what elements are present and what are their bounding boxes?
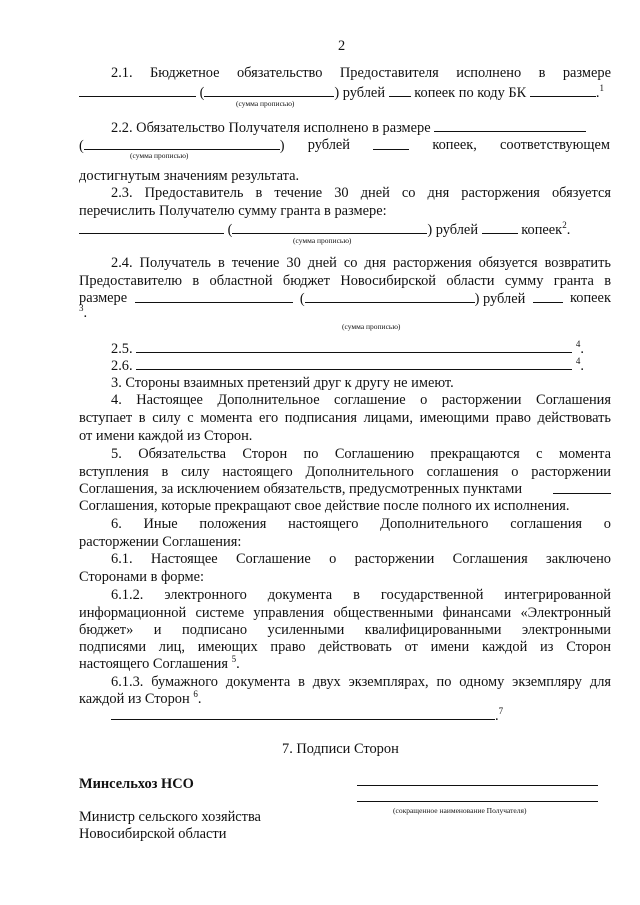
clause-2-4-line-3: размере ( ) рублей копеек — [79, 290, 611, 307]
sum-caption: (сумма прописью) — [236, 99, 295, 108]
clause-2-6: 2.6. $^4$. — [111, 356, 584, 374]
clause-2-2-line-3: достигнутым значениям результата. — [79, 168, 300, 184]
clause-6-line-2: расторжении Соглашения: — [79, 534, 242, 550]
left-signer-title-line-2: Новосибирской области — [79, 826, 227, 842]
footnote-ref: 7 — [498, 706, 504, 717]
clause-2-3-line-1: 2.3. Предоставитель в течение 30 дней со дня расторжения обязуется — [111, 185, 611, 201]
clause-5-text: Соглашения, за исключением обязательств, предусмотренных пунктами — [79, 481, 523, 497]
clause-number: 2.5. — [111, 341, 133, 357]
clause-5-line-3 — [79, 480, 611, 498]
clause-6-1-2-line-1: 6.1.2. электронного документа в государственной интегрированной — [111, 587, 611, 603]
sum-caption: (сумма прописью) — [130, 151, 189, 160]
sum-caption: (сумма прописью) — [293, 236, 352, 245]
clause-2-1-line-1: 2.1. Бюджетное обязательство Предоставителя исполнено в размере — [111, 65, 611, 81]
clause-6-1-2-line-5: настоящего Соглашения $^5$. — [79, 654, 240, 672]
clause-2-2-end: соответствующем — [500, 137, 610, 153]
clause-6-1-2-line-4: подписями лиц, имеющих право действовать от имени каждой из Сторон — [79, 639, 611, 655]
clause-6-1-line-2: Сторонами в форме: — [79, 569, 204, 585]
clause-6-1-3-line-2: каждой из Сторон $^6$. — [79, 689, 202, 707]
clause-5-line-2: вступления в силу настоящего Дополнительного соглашения о расторжении — [79, 464, 611, 480]
recipient-caption: (сокращенное наименование Получателя) — [393, 806, 527, 815]
page-number: 2 — [338, 38, 346, 54]
recipient-name-line-1 — [357, 785, 598, 786]
blank-clause-line: .$^7$ — [111, 706, 503, 725]
footnote-ref: 5 — [231, 654, 237, 665]
clause-6-1-3-text: каждой из Сторон — [79, 691, 190, 707]
footnote-ref: 4 — [575, 339, 581, 350]
clause-5-line-4: Соглашения, которые прекращают свое действие после полного их исполнения. — [79, 498, 570, 514]
clause-6-1-3-line-1: 6.1.3. бумажного документа в двух экземплярах, по одному экземпляру для — [111, 674, 611, 690]
kop-label: копеек, — [432, 137, 477, 153]
left-signer-title-line-1: Министр сельского хозяйства — [79, 809, 261, 825]
clause-5-line-1: 5. Обязательства Сторон по Соглашению прекращаются с момента — [111, 446, 611, 462]
clause-2-3-line-3: ( ) рублей копеек$^2$. — [79, 220, 570, 239]
signatures-heading: 7. Подписи Сторон — [282, 741, 399, 757]
clause-2-2-line-1 — [111, 118, 586, 137]
rub-label: ) рублей — [334, 85, 386, 101]
sum-caption: (сумма прописью) — [342, 322, 401, 331]
rub-label: рублей — [307, 137, 350, 153]
clause-3: 3. Стороны взаимных претензий друг к другу не имеют. — [111, 375, 454, 391]
clause-6-line-1: 6. Иные положения настоящего Дополнительного соглашения о — [111, 516, 611, 532]
clause-2-2-text: 2.2. Обязательство Получателя исполнено в размере — [111, 120, 431, 136]
clause-2-4-line-2: Предоставителю в областной бюджет Новосибирской области сумму гранта в — [79, 273, 611, 289]
clause-2-4-line-1: 2.4. Получатель в течение 30 дней со дня расторжения обязуется возвратить — [111, 255, 611, 271]
clause-4-line-1: 4. Настоящее Дополнительное соглашение о расторжении Соглашения — [111, 392, 611, 408]
kop-bk-label: копеек по коду БК — [414, 85, 527, 101]
kop-label: копеек — [521, 222, 563, 238]
recipient-name-line-2 — [357, 801, 598, 802]
rub-label: ) рублей — [474, 291, 526, 307]
clause-2-2-line-2: ( ) рублей копеек, соответствующем — [79, 137, 610, 154]
rub-label: ) рублей — [427, 222, 479, 238]
footnote-ref: $^3$. — [79, 303, 88, 321]
left-org-name: Минсельхоз НСО — [79, 776, 194, 792]
clause-6-1-2-text: настоящего Соглашения — [79, 656, 228, 672]
footnote-ref: 2 — [562, 220, 567, 231]
clause-4-line-2: вступает в силу с момента его подписания лицами, имеющими право действовать — [79, 410, 611, 426]
footnote-ref: 1 — [599, 83, 605, 94]
kop-label: копеек — [570, 290, 611, 306]
footnote-3: 3 — [79, 303, 84, 314]
footnote-ref: 4 — [575, 356, 581, 367]
clause-6-1-2-line-3: бюджет» и подписано усиленными квалифицированными электронными — [79, 622, 611, 638]
clause-2-1-line-2: ( ) рублей копеек по коду БК .$^1$ — [79, 83, 604, 102]
footnote-ref: 6 — [193, 689, 198, 700]
size-label: размере — [79, 290, 128, 306]
clause-number: 2.6. — [111, 358, 133, 374]
clause-6-1-line-1: 6.1. Настоящее Соглашение о расторжении Соглашения заключено — [111, 551, 611, 567]
clause-6-1-2-line-2: информационной системе управления общественными финансами «Электронный — [79, 605, 611, 621]
clause-2-3-line-2: перечислить Получателю сумму гранта в размере: — [79, 203, 387, 219]
clause-4-line-3: от имени каждой из Сторон. — [79, 428, 253, 444]
clause-2-5: 2.5. $^4$. — [111, 339, 584, 357]
